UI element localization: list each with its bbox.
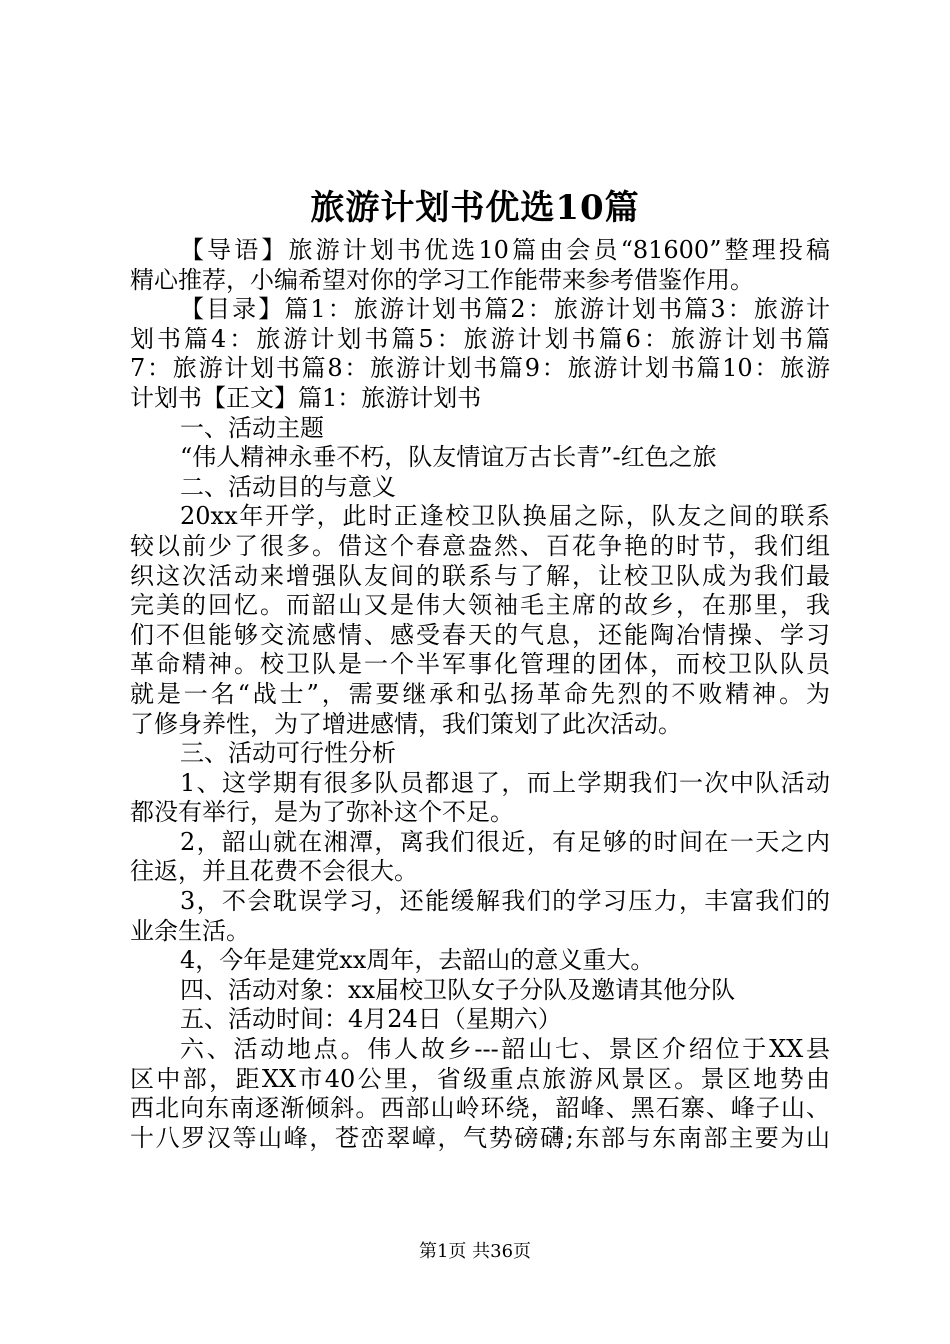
- text-line: 【目录】篇1：旅游计划书篇2：旅游计划书篇3：旅游计: [180, 295, 830, 324]
- text-line: 7：旅游计划书篇8：旅游计划书篇9：旅游计划书篇10：旅游: [130, 354, 830, 383]
- text-line: 五、活动时间：4月24日（星期六）: [180, 1005, 562, 1034]
- page-footer: 第1页 共36页: [418, 1241, 532, 1262]
- text-line: 三、活动可行性分析: [180, 739, 396, 768]
- text-line: 3，不会耽误学习，还能缓解我们的学习压力，丰富我们的: [180, 887, 830, 916]
- text-line: 区中部，距XX市40公里，省级重点旅游风景区。景区地势由: [130, 1064, 830, 1093]
- text-line: 4，今年是建党xx周年，去韶山的意义重大。: [180, 946, 655, 975]
- text-line: 一、活动主题: [180, 413, 324, 442]
- text-line: 1、这学期有很多队员都退了，而上学期我们一次中队活动: [180, 768, 830, 797]
- text-line: 十八罗汉等山峰，苍峦翠嶂，气势磅礴;东部与东南部主要为山: [130, 1123, 830, 1152]
- text-line: 革命精神。校卫队是一个半军事化管理的团体，而校卫队队员: [130, 650, 830, 679]
- text-line: 六、活动地点。伟人故乡---韶山七、景区介绍位于XX县: [180, 1035, 830, 1064]
- text-line: 了修身养性，为了增进感情，我们策划了此次活动。: [130, 709, 682, 738]
- text-line: 就是一名“战士”，需要继承和弘扬革命先烈的不败精神。为: [130, 679, 830, 708]
- text-line: 四、活动对象：xx届校卫队女子分队及邀请其他分队: [180, 975, 736, 1004]
- text-line: 划书篇4：旅游计划书篇5：旅游计划书篇6：旅游计划书篇: [130, 324, 830, 353]
- document-title: 旅游计划书优选10篇: [310, 188, 640, 228]
- text-line: 往返，并且花费不会很大。: [130, 857, 418, 886]
- text-line: 精心推荐，小编希望对你的学习工作能带来参考借鉴作用。: [130, 265, 754, 294]
- text-line: 们不但能够交流感情、感受春天的气息，还能陶冶情操、学习: [130, 620, 830, 649]
- text-line: 2，韶山就在湘潭，离我们很近，有足够的时间在一天之内: [180, 827, 830, 856]
- text-line: 20xx年开学，此时正逢校卫队换届之际，队友之间的联系: [180, 502, 830, 531]
- text-line: 二、活动目的与意义: [180, 472, 396, 501]
- text-line: 【导语】旅游计划书优选10篇由会员“81600”整理投稿: [180, 236, 830, 264]
- text-line: 业余生活。: [130, 916, 250, 945]
- document-body: [130, 236, 830, 1153]
- text-line: 西北向东南逐渐倾斜。西部山岭环绕，韶峰、黑石寨、峰子山、: [130, 1094, 830, 1123]
- text-line: “伟人精神永垂不朽，队友情谊万古长青”-红色之旅: [180, 443, 717, 472]
- text-line: 都没有举行，是为了弥补这个不足。: [130, 798, 514, 827]
- text-line: 完美的回忆。而韶山又是伟大领袖毛主席的故乡，在那里，我: [130, 591, 830, 620]
- text-line: 织这次活动来增强队友间的联系与了解，让校卫队成为我们最: [130, 561, 830, 590]
- text-line: 较以前少了很多。借这个春意盎然、百花争艳的时节，我们组: [130, 531, 830, 560]
- text-line: 计划书【正文】篇1：旅游计划书: [130, 383, 482, 412]
